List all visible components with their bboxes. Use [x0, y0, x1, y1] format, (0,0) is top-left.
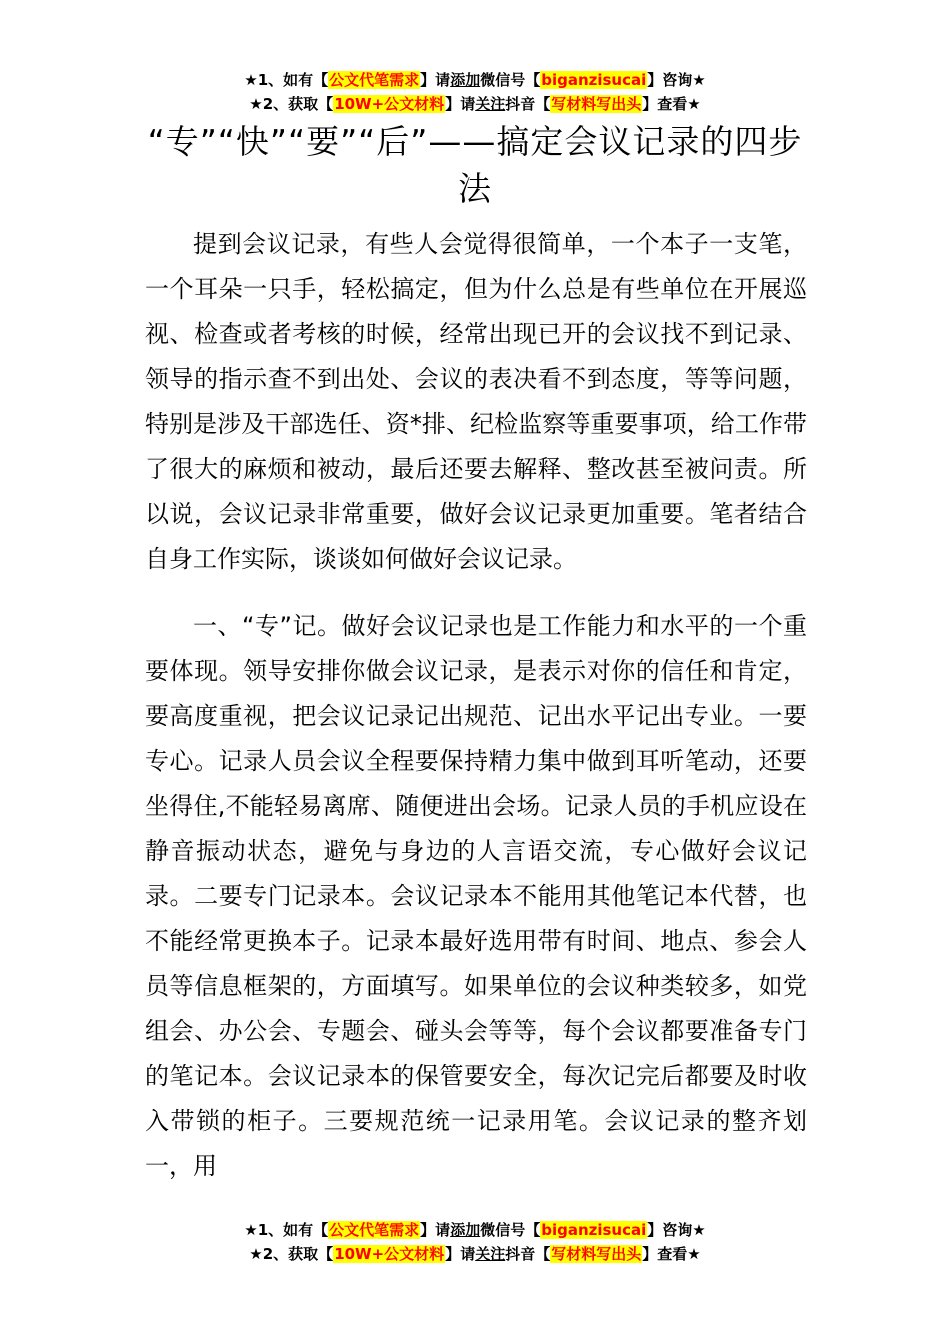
banner-highlight: 公文代笔需求: [329, 71, 420, 89]
banner-text: 抖音【: [505, 1245, 551, 1263]
banner-underlined: 关注: [475, 1245, 506, 1263]
banner-underlined: 添加: [450, 71, 481, 89]
banner-underlined: 关注: [475, 95, 506, 113]
banner-text: 】查看★: [642, 1245, 701, 1263]
banner-text: ★1、如有【: [244, 71, 329, 89]
banner-text: 】咨询★: [647, 71, 706, 89]
banner-text: 】请: [445, 95, 476, 113]
banner-text: 】请: [445, 1245, 476, 1263]
footer-banner: [0, 1218, 950, 1266]
paragraph: 一、“专”记。做好会议记录也是工作能力和水平的一个重要体现。领导安排你做会议记录，是表示对你的信任和肯定，要高度重视，把会议记录记出规范、记出水平记出专业。一要专心。记录人员会议全程要保持精力集中做到耳听笔动，还要坐得住,不能轻易离席、随便进出会场。记录人员的手机应设在静音振动状态，避免与身边的人言语交流，专心做好会议记录。二要专门记录本。会议记录本不能用其他笔记本代替，也不能经常更换本子。记录本最好选用带有时间、地点、参会人员等信息框架的，方面填写。如果单位的会议种类较多，如党组会、办公会、专题会、碰头会等等，每个会议都要准备专门的笔记本。会议记录本的保管要安全，每次记完后都要及时收入带锁的柜子。三要规范统一记录用笔。会议记录的整齐划一，用: [145, 612, 807, 1180]
banner-line-1: [0, 68, 950, 92]
banner-highlight: biganzisucai: [541, 71, 647, 89]
document-body: [145, 222, 807, 1189]
document-title: “专”“快”“要”“后”——搞定会议记录的四步法: [147, 122, 803, 208]
banner-text: ★2、获取【: [249, 95, 334, 113]
banner-highlight: 10W+公文材料: [334, 1245, 445, 1263]
header-banner: [0, 68, 950, 116]
banner-text: 抖音【: [505, 95, 551, 113]
banner-line-2: [0, 92, 950, 116]
banner-line-1: [0, 1218, 950, 1242]
banner-highlight: 写材料写出头: [551, 1245, 642, 1263]
banner-highlight: biganzisucai: [541, 1221, 647, 1239]
banner-line-2: [0, 1242, 950, 1266]
banner-text: 微信号【: [480, 1221, 541, 1239]
banner-text: 】请: [420, 1221, 451, 1239]
paragraph: 提到会议记录，有些人会觉得很简单，一个本子一支笔，一个耳朵一只手，轻松搞定，但为什么总是有些单位在开展巡视、检查或者考核的时候，经常出现已开的会议找不到记录、领导的指示查不到出处、会议的表决看不到态度，等等问题，特别是涉及干部选任、资*排、纪检监察等重要事项，给工作带了很大的麻烦和被动，最后还要去解释、整改甚至被问责。所以说，会议记录非常重要，做好会议记录更加重要。笔者结合自身工作实际，谈谈如何做好会议记录。: [145, 230, 807, 573]
banner-text: 】请: [420, 71, 451, 89]
banner-text: 】咨询★: [647, 1221, 706, 1239]
banner-highlight: 公文代笔需求: [329, 1221, 420, 1239]
banner-highlight: 10W+公文材料: [334, 95, 445, 113]
banner-highlight: 写材料写出头: [551, 95, 642, 113]
banner-text: 】查看★: [642, 95, 701, 113]
banner-underlined: 添加: [450, 1221, 481, 1239]
banner-text: ★2、获取【: [249, 1245, 334, 1263]
banner-text: 微信号【: [480, 71, 541, 89]
banner-text: ★1、如有【: [244, 1221, 329, 1239]
